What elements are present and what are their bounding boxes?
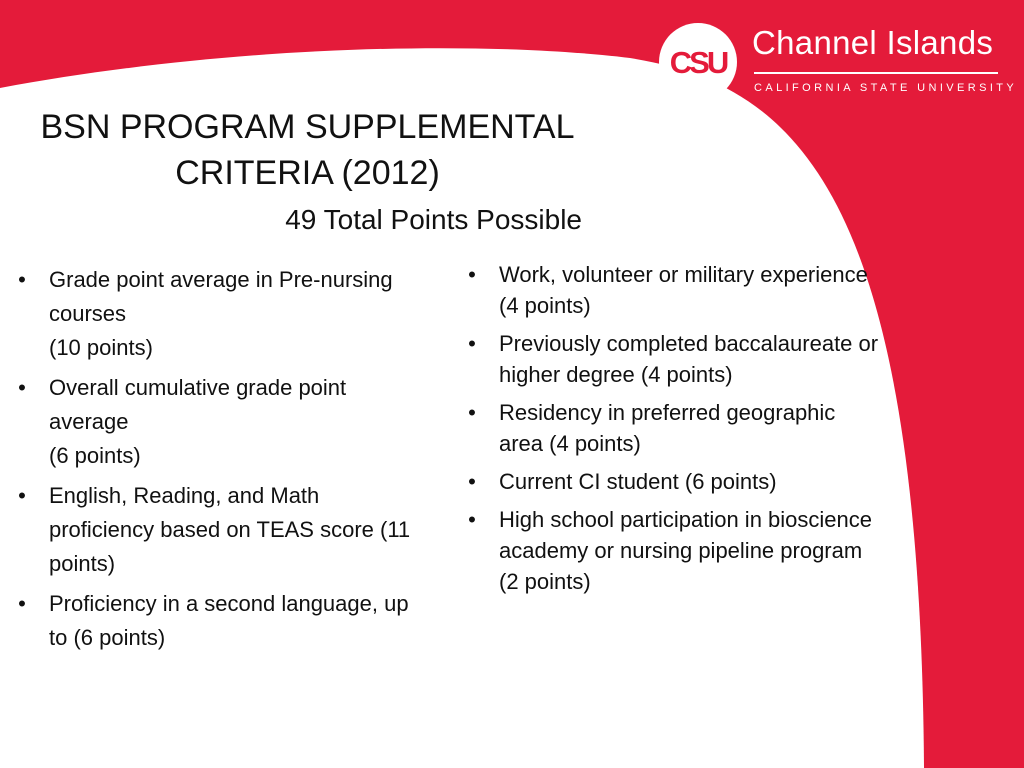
- bullet-icon: •: [468, 469, 476, 494]
- list-item-text: Current CI student (6 points): [499, 469, 777, 494]
- list-item-text: (10 points): [49, 335, 153, 360]
- bullet-icon: •: [18, 483, 26, 508]
- logo-subtitle: CALIFORNIA STATE UNIVERSITY: [754, 82, 1018, 94]
- csu-channel-islands-logo: [656, 22, 1018, 102]
- list-item: [12, 263, 412, 331]
- list-item: [462, 328, 882, 390]
- list-item: [462, 259, 882, 321]
- list-item: [12, 479, 412, 581]
- slide-subtitle: 49 Total Points Possible: [285, 204, 582, 235]
- list-item-text: Overall cumulative grade point average: [49, 375, 347, 434]
- list-item: [12, 371, 412, 439]
- list-item-text: (6 points): [49, 443, 141, 468]
- slide-title-line-2: CRITERIA (2012): [175, 154, 440, 192]
- list-item-text: High school participation in bioscience academy or nursing pipeline program (2 points): [499, 507, 872, 594]
- logo-monogram: CSU: [669, 45, 727, 80]
- left-criteria-list: [12, 263, 412, 661]
- bullet-icon: •: [18, 267, 26, 292]
- list-item-text: Grade point average in Pre-nursing courses: [49, 267, 393, 326]
- slide-title-line-1: BSN PROGRAM SUPPLEMENTAL: [40, 108, 575, 146]
- list-item: [462, 397, 882, 459]
- list-item: [462, 466, 882, 497]
- bullet-icon: •: [18, 591, 26, 616]
- list-item: [12, 439, 412, 473]
- right-criteria-list: [462, 259, 882, 604]
- logo-divider: [754, 72, 998, 74]
- bullet-icon: •: [468, 400, 476, 425]
- list-item-text: English, Reading, and Math proficiency based on TEAS score (11 points): [49, 483, 411, 576]
- slide-title: [20, 104, 595, 196]
- csu-seal-icon: [656, 22, 742, 102]
- bullet-icon: •: [468, 331, 476, 356]
- list-item-text: Proficiency in a second language, up to (6 points): [49, 591, 409, 650]
- list-item: [462, 504, 882, 597]
- list-item-text: Previously completed baccalaureate or higher degree (4 points): [499, 331, 879, 387]
- bullet-icon: •: [468, 507, 476, 532]
- list-item-text: Residency in preferred geographic area (4 points): [499, 400, 836, 456]
- list-item-text: Work, volunteer or military experience (4 points): [499, 262, 868, 318]
- bullet-icon: •: [18, 375, 26, 400]
- list-item: [12, 587, 412, 655]
- list-item: [12, 331, 412, 365]
- bullet-icon: •: [468, 262, 476, 287]
- logo-title: Channel Islands: [752, 24, 994, 61]
